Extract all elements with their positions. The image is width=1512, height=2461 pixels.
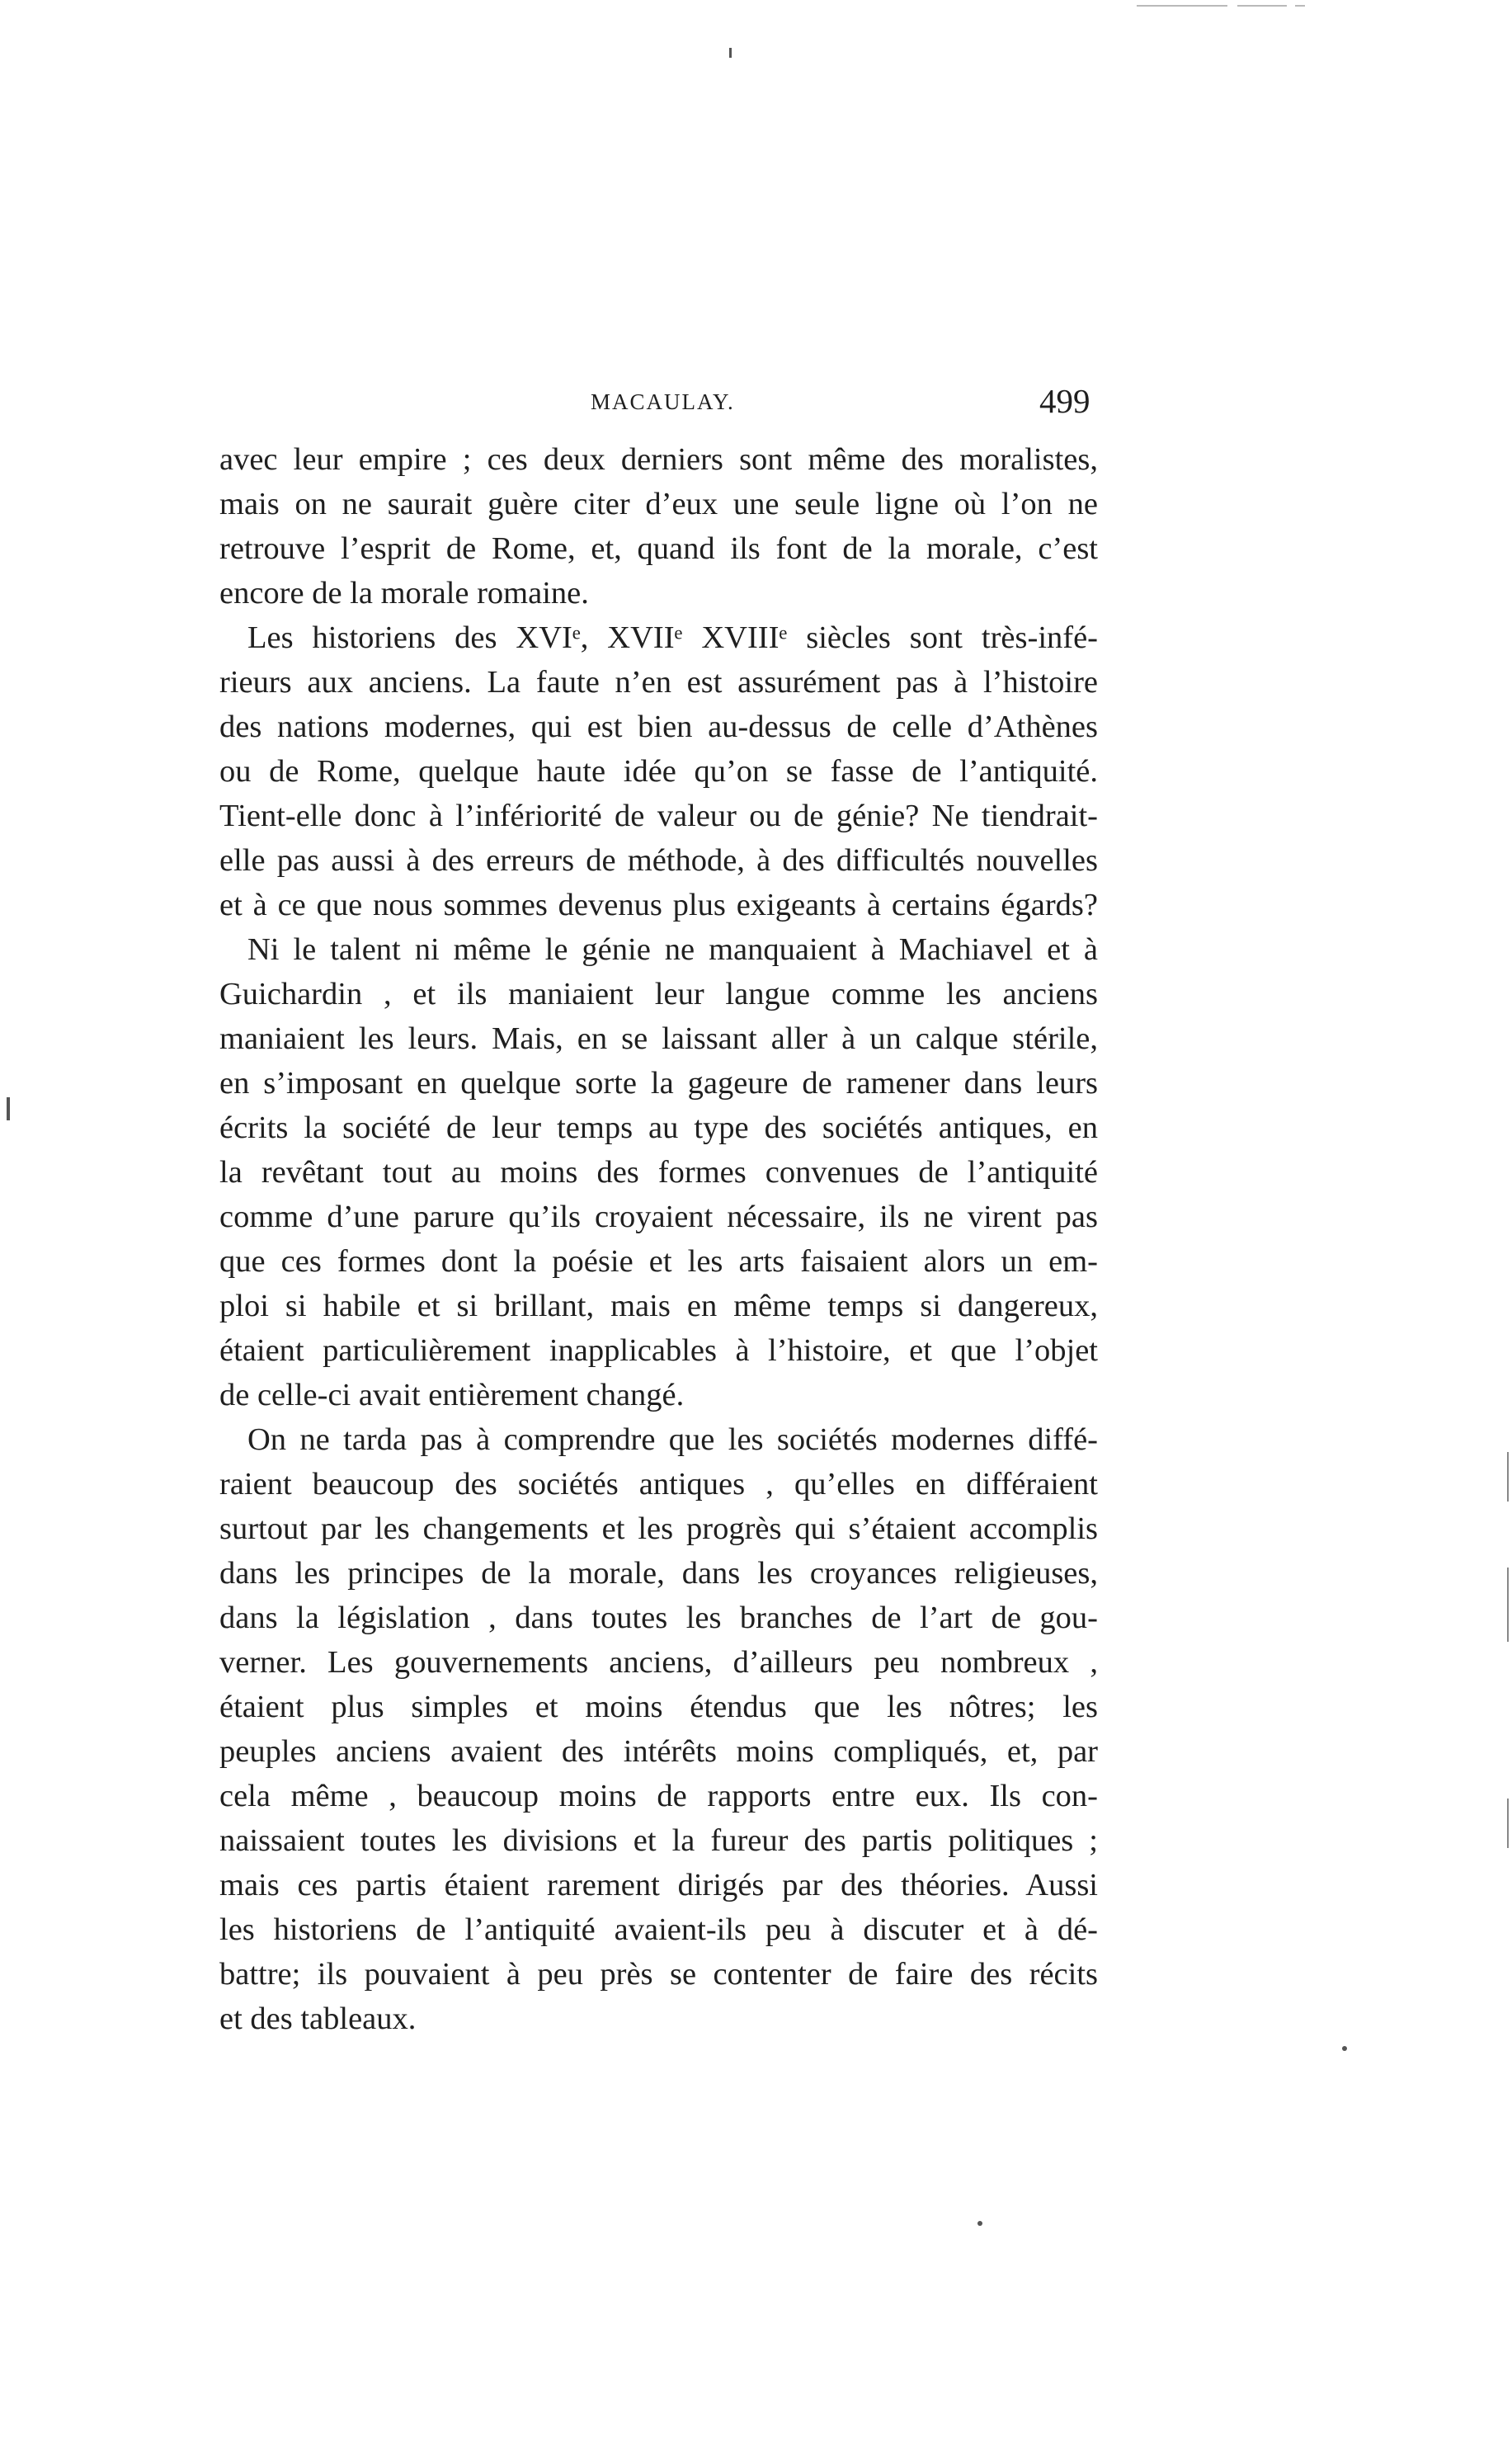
text-line: dans la législation , dans toutes les branches de l’art de gou- <box>219 1601 1098 1635</box>
text-line: Les historiens des XVIᵉ, XVIIᵉ XVIIIᵉ siècles sont très-infé- <box>247 620 1098 655</box>
text-line: étaient particulièrement inapplicables à l’histoire, et que l’objet <box>219 1333 1098 1368</box>
text-line: en s’imposant en quelque sorte la gageure de ramener dans leurs <box>219 1066 1098 1101</box>
text-line: On ne tarda pas à comprendre que les sociétés modernes diffé- <box>247 1422 1098 1457</box>
text-line: et à ce que nous sommes devenus plus exigeants à certains égards? <box>219 888 1098 922</box>
text-line: dans les principes de la morale, dans les croyances religieuses, <box>219 1556 1098 1591</box>
text-line: étaient plus simples et moins étendus que les nôtres; les <box>219 1690 1098 1724</box>
text-line: ou de Rome, quelque haute idée qu’on se fasse de l’antiquité. <box>219 754 1098 789</box>
text-line: cela même , beaucoup moins de rapports entre eux. Ils con- <box>219 1779 1098 1813</box>
text-line: comme d’une parure qu’ils croyaient nécessaire, ils ne virent pas <box>219 1200 1098 1234</box>
text-line: Tient-elle donc à l’infériorité de valeur ou de génie? Ne tiendrait- <box>219 799 1098 833</box>
scan-speck <box>1507 1568 1509 1642</box>
running-title: MACAULAY. <box>591 389 735 414</box>
scan-speck <box>1342 2046 1347 2051</box>
paragraph <box>219 1417 1098 2041</box>
text-line: Ni le talent ni même le génie ne manquaient à Machiavel et à <box>247 932 1098 967</box>
text-line: les historiens de l’antiquité avaient-ils peu à discuter et à dé- <box>219 1912 1098 1947</box>
text-line: raient beaucoup des sociétés antiques , qu’elles en différaient <box>219 1467 1098 1502</box>
scan-speck <box>729 48 732 58</box>
top-edge-rule <box>1137 5 1227 7</box>
paragraph <box>219 437 1098 615</box>
text-line: mais ces partis étaient rarement dirigés par des théories. Aussi <box>219 1868 1098 1902</box>
text-line: des nations modernes, qui est bien au-dessus de celle d’Athènes <box>219 710 1098 744</box>
text-line: elle pas aussi à des erreurs de méthode, à des difficultés nouvelles <box>219 843 1098 878</box>
text-line: peuples anciens avaient des intérêts moins compliqués, et, par <box>219 1734 1098 1769</box>
text-line: encore de la morale romaine. <box>219 576 589 611</box>
text-line: mais on ne saurait guère citer d’eux une seule ligne où l’on ne <box>219 487 1098 521</box>
text-line: avec leur empire ; ces deux derniers sont même des moralistes, <box>219 442 1098 477</box>
top-edge-rule-far <box>1295 5 1305 7</box>
scan-speck <box>1507 1452 1509 1502</box>
running-head <box>0 381 1512 431</box>
text-line: ploi si habile et si brillant, mais en même temps si dangereux, <box>219 1289 1098 1323</box>
text-line: retrouve l’esprit de Rome, et, quand ils font de la morale, c’est <box>219 531 1098 566</box>
text-line: la revêtant tout au moins des formes convenues de l’antiquité <box>219 1155 1098 1190</box>
text-line: de celle-ci avait entièrement changé. <box>219 1378 685 1412</box>
scan-speck <box>1507 1799 1509 1848</box>
text-line: battre; ils pouvaient à peu près se contenter de faire des récits <box>219 1957 1098 1992</box>
text-line: surtout par les changements et les progrès qui s’étaient accomplis <box>219 1511 1098 1546</box>
scan-speck <box>977 2221 982 2226</box>
paragraph <box>219 927 1098 1417</box>
text-line: naissaient toutes les divisions et la fureur des partis politiques ; <box>219 1823 1098 1858</box>
text-line: rieurs aux anciens. La faute n’en est assurément pas à l’histoire <box>219 665 1098 700</box>
body-text <box>219 437 1098 2041</box>
paragraph <box>219 615 1098 927</box>
text-line: écrits la société de leur temps au type des sociétés antiques, en <box>219 1110 1098 1145</box>
top-edge-rule-right <box>1237 5 1287 7</box>
text-line: Guichardin , et ils maniaient leur langue comme les anciens <box>219 977 1098 1011</box>
text-line: que ces formes dont la poésie et les arts faisaient alors un em- <box>219 1244 1098 1279</box>
text-line: maniaient les leurs. Mais, en se laissant aller à un calque stérile, <box>219 1021 1098 1056</box>
page-number: 499 <box>1039 382 1090 420</box>
text-line: verner. Les gouvernements anciens, d’ailleurs peu nombreux , <box>219 1645 1098 1680</box>
scan-speck <box>7 1097 10 1120</box>
text-line: et des tableaux. <box>219 2001 417 2036</box>
